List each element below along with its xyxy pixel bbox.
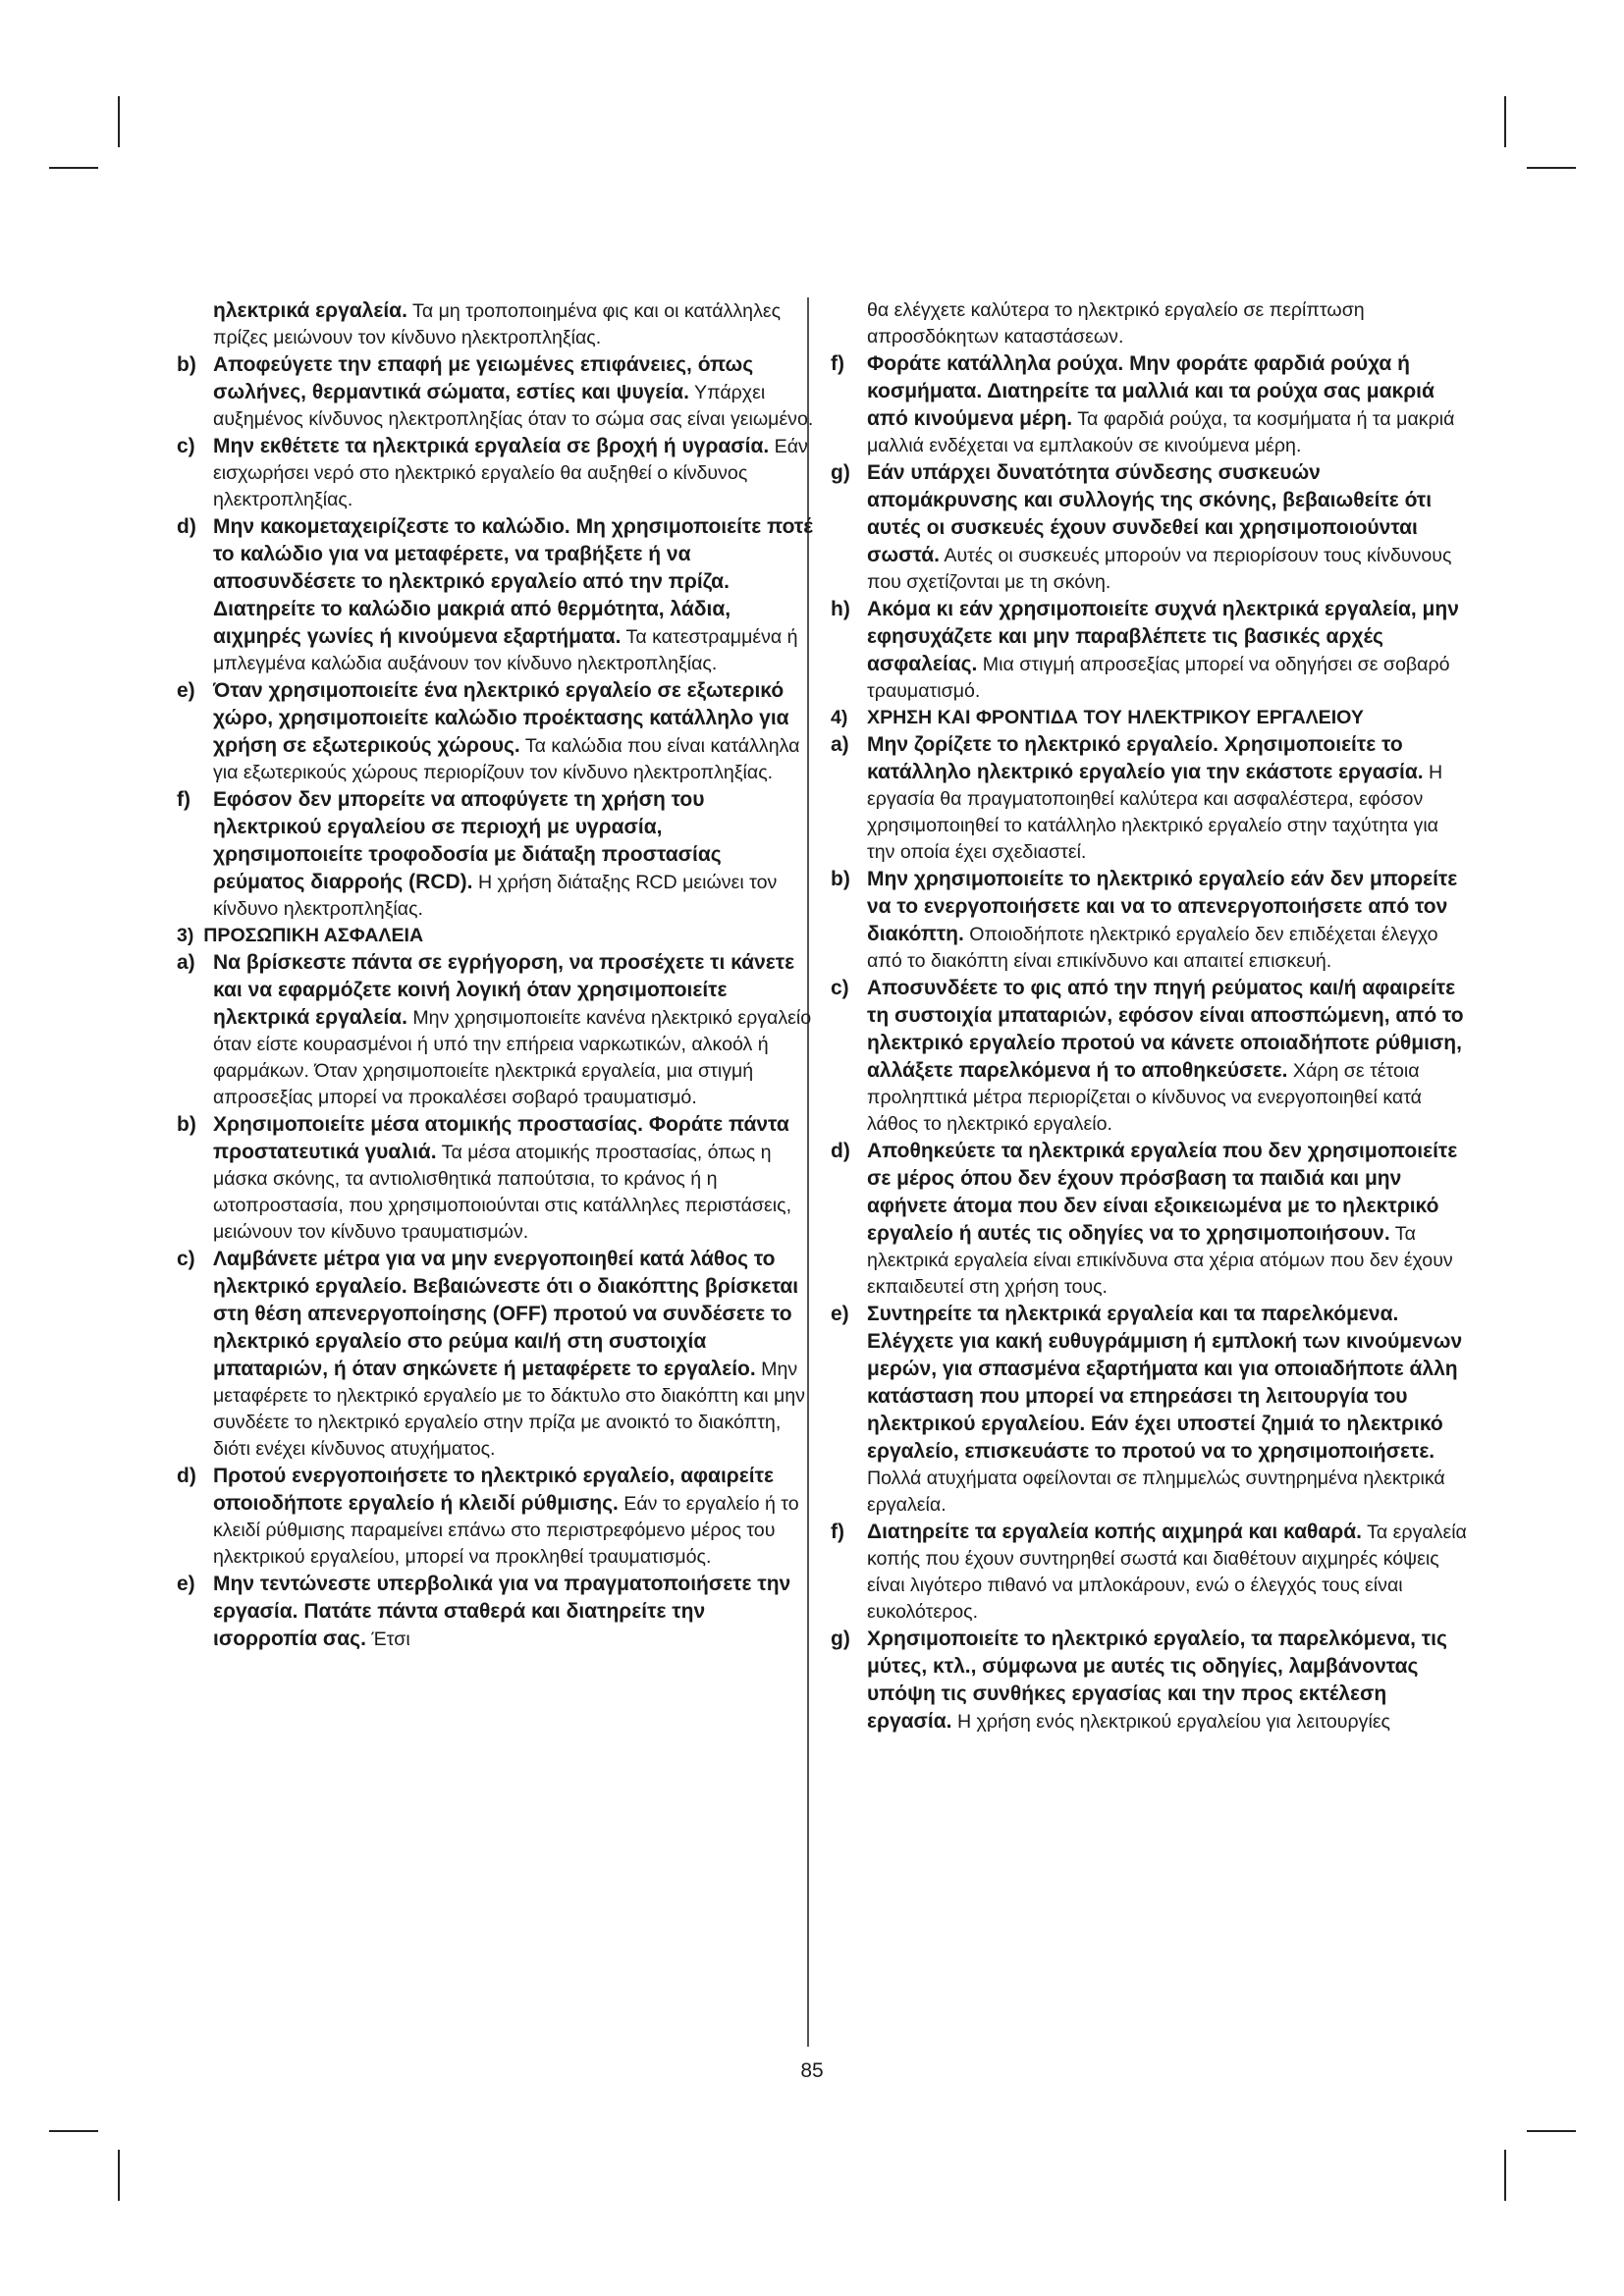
crop-mark [118,96,120,147]
list-item: f) Εφόσον δεν μπορείτε να αποφύγετε τη χρήση του ηλεκτρικού εργαλείου σε περιοχή με υγρασία, χρησιμοποιείτε τροφοδοσία με διάταξη προστασίας ρεύματος διαρροής (RCD). Η χρήση διάταξης RCD μειώνει τον κίνδυνο ηλεκτροπληξίας. [177,788,778,920]
list-item: b) Χρησιμοποιείτε μέσα ατομικής προστασίας. Φοράτε πάντα προστατευτικά γυαλιά. Τα μέσα ατομικής προστασίας, όπως η μάσκα σκόνης, τα αντιολισθητικά παπούτσια, το κράνος ή η ωτοπροστασία, που χρησιμοποιούνται στις κατάλληλες περιστάσεις, μειώνουν τον κίνδυνο τραυματισμών. [177,1113,792,1243]
list-item: f) Φοράτε κατάλληλα ρούχα. Μην φοράτε φαρδιά ρούχα ή κοσμήματα. Διατηρείτε τα μαλλιά και τα ρούχα σας μακριά από κινούμενα μέρη. Τα φαρδιά ρούχα, τα κοσμήματα ή τα μακριά μαλλιά ενδέχεται να εμπλακούν σε κινούμενα μέρη. [831,352,1455,456]
crop-mark [1504,2150,1506,2201]
list-item: f) Διατηρείτε τα εργαλεία κοπής αιχμηρά και καθαρά. Τα εργαλεία κοπής που έχουν συντηρηθεί σωστά και διαθέτουν αιχμηρές κόψεις είναι λιγότερο πιθανό να μπλοκάρουν, ενώ ο έλεγχός τους είναι ευκολότερος. [831,1521,1467,1623]
crop-mark [49,167,98,169]
list-item: c) Λαμβάνετε μέτρα για να μην ενεργοποιηθεί κατά λάθος το ηλεκτρικό εργαλείο. Βεβαιώνεστε ότι ο διακόπτης βρίσκεται στη θέση απενεργοποίησης (OFF) προτού να συνδέσετε το ηλεκτρικό εργαλείο στο ρεύμα και/ή στη συστοιχία μπαταριών, ή όταν σηκώνετε ή μεταφέρετε το εργαλείο. Μην μεταφέρετε το ηλεκτρικό εργαλείο με το δάκτυλο στο διακόπτη και μην συνδέετε το ηλεκτρικό εργαλείο στην πρίζα με ανοικτό το διακόπτη, διότι ενέχει κίνδυνος ατυχήματος. [177,1248,805,1460]
list-item: d) Αποθηκεύετε τα ηλεκτρικά εργαλεία που δεν χρησιμοποιείτε σε μέρος όπου δεν έχουν πρόσβαση τα παιδιά και μην αφήνετε άτομα που δεν είναι εξοικειωμένα με το ηλεκτρικό εργαλείο ή αυτές τις οδηγίες να το χρησιμοποιήσουν. Τα ηλεκτρικά εργαλεία είναι επικίνδυνα στα χέρια ατόμων που δεν έχουν εκπαιδευτεί στη χρήση τους. [831,1140,1458,1298]
list-item: a) Να βρίσκεστε πάντα σε εγρήγορση, να προσέχετε τι κάνετε και να εφαρμόζετε κοινή λογική όταν χρησιμοποιείτε ηλεκτρικά εργαλεία. Μην χρησιμοποιείτε κανένα ηλεκτρικό εργαλείο όταν είστε κουρασμένοι ή υπό την επήρεια ναρκωτικών, αλκοόλ ή φαρμάκων. Όταν χρησιμοποιείτε ηλεκτρικά εργαλεία, μια στιγμή απροσεξίας μπορεί να προκαλέσει σοβαρό τραυματισμό. [177,951,812,1108]
crop-mark [49,2130,98,2132]
crop-mark [1527,167,1576,169]
list-item: e) Συντηρείτε τα ηλεκτρικά εργαλεία και τα παρελκόμενα. Ελέγχετε για κακή ευθυγράμμιση ή εμπλοκή των κινούμενων μερών, για σπασμένα εξαρτήματα και για οποιαδήποτε άλλη κατάσταση που μπορεί να επηρεάσει τη λειτουργία του ηλεκτρικού εργαλείου. Εάν έχει υποστεί ζημιά το ηλεκτρικό εργαλείο, επισκευάστε το προτού να το χρησιμοποιήσετε. Πολλά ατυχήματα οφείλονται σε πλημμελώς συντηρημένα ηλεκτρικά εργαλεία. [831,1303,1463,1516]
section-heading: 3) ΠΡΟΣΩΠΙΚΗ ΑΣΦΑΛΕΙΑ [177,925,424,946]
crop-mark [118,2150,120,2201]
list-item: d) Μην κακομεταχειρίζεστε το καλώδιο. Μη χρησιμοποιείτε ποτέ το καλώδιο για να μεταφέρετε, να τραβήξετε ή να αποσυνδέσετε το ηλεκτρικό εργαλείο από την πρίζα. Διατηρείτε το καλώδιο μακριά από θερμότητα, λάδια, αιχμηρές γωνίες ή κινούμενα εξαρτήματα. Τα κατεστραμμένα ή μπλεγμένα καλώδια αυξάνουν τον κίνδυνο ηλεκτροπληξίας. [177,515,813,674]
right-column [831,297,1469,1735]
continued-paragraph: ηλεκτρικά εργαλεία. Τα μη τροποποιημένα φις και οι κατάλληλες πρίζες μειώνουν τον κίνδυνο ηλεκτροπληξίας. [213,299,782,348]
list-item: h) Ακόμα κι εάν χρησιμοποιείτε συχνά ηλεκτρικά εργαλεία, μην εφησυχάζετε και μην παραβλέπετε τις βασικές αρχές ασφαλείας. Μια στιγμή απροσεξίας μπορεί να οδηγήσει σε σοβαρό τραυματισμό. [831,598,1459,702]
continued-paragraph: θα ελέγχετε καλύτερα το ηλεκτρικό εργαλείο σε περίπτωση απροσδόκητων καταστάσεων. [867,299,1365,347]
list-item: b) Αποφεύγετε την επαφή με γειωμένες επιφάνειες, όπως σωλήνες, θερμαντικά σώματα, εστίες και ψυγεία. Υπάρχει αυξημένος κίνδυνος ηλεκτροπληξίας όταν το σώμα σας είναι γειωμένο. [177,353,814,430]
section-heading: 4) ΧΡΗΣΗ ΚΑΙ ΦΡΟΝΤΙΔΑ ΤΟΥ ΗΛΕΚΤΡΙΚΟΥ ΕΡΓΑΛΕΙΟΥ [831,707,1364,728]
list-item: g) Χρησιμοποιείτε το ηλεκτρικό εργαλείο, τα παρελκόμενα, τις μύτες, κτλ., σύμφωνα με αυτές τις οδηγίες, λαμβάνοντας υπόψη τις συνθήκες εργασίας και την προς εκτέλεση εργασία. Η χρήση ενός ηλεκτρικού εργαλείου για λειτουργίες [831,1628,1447,1733]
list-item: e) Όταν χρησιμοποιείτε ένα ηλεκτρικό εργαλείο σε εξωτερικό χώρο, χρησιμοποιείτε καλώδιο προέκτασης κατάλληλο για χρήση σε εξωτερικούς χώρους. Τα καλώδια που είναι κατάλληλα για εξωτερικούς χώρους περιορίζουν τον κίνδυνο ηλεκτροπληξίας. [177,679,800,783]
list-item: b) Μην χρησιμοποιείτε το ηλεκτρικό εργαλείο εάν δεν μπορείτε να το ενεργοποιήσετε και να το απενεργοποιήσετε από τον διακόπτη. Οποιοδήποτε ηλεκτρικό εργαλείο δεν επιδέχεται έλεγχο από το διακόπτη είναι επικίνδυνο και απαιτεί επισκευή. [831,868,1458,972]
list-item: c) Αποσυνδέετε το φις από την πηγή ρεύματος και/ή αφαιρείτε τη συστοιχία μπαταριών, εφόσον είναι αποσπώμενη, από το ηλεκτρικό εργαλείο προτού να κάνετε οποιαδήποτε ρύθμιση, αλλάξετε παρελκόμενα ή το αποθηκεύσετε. Χάρη σε τέτοια προληπτικά μέτρα περιορίζεται ο κίνδυνος να ενεργοποιηθεί κατά λάθος το ηλεκτρικό εργαλείο. [831,977,1464,1135]
list-item: c) Μην εκθέτετε τα ηλεκτρικά εργαλεία σε βροχή ή υγρασία. Εάν εισχωρήσει νερό στο ηλεκτρικό εργαλείο θα αυξηθεί ο κίνδυνος ηλεκτροπληξίας. [177,435,808,510]
crop-mark [1527,2130,1576,2132]
list-item: d) Προτού ενεργοποιήσετε το ηλεκτρικό εργαλείο, αφαιρείτε οποιοδήποτε εργαλείο ή κλειδί ρύθμισης. Εάν το εργαλείο ή το κλειδί ρύθμισης παραμείνει επάνω στο περιστρεφόμενο μέρος του ηλεκτρικού εργαλείου, μπορεί να προκληθεί τραυματισμός. [177,1465,799,1568]
left-column [177,297,815,1653]
crop-mark [1504,96,1506,147]
list-item: g) Εάν υπάρχει δυνατότητα σύνδεσης συσκευών απομάκρυνσης και συλλογής της σκόνης, βεβαιωθείτε ότι αυτές οι συσκευές έχουν συνδεθεί και χρησιμοποιούνται σωστά. Αυτές οι συσκευές μπορούν να περιορίσουν τους κίνδυνους που σχετίζονται με τη σκόνη. [831,461,1452,593]
list-item: e) Μην τεντώνεστε υπερβολικά για να πραγματοποιήσετε την εργασία. Πατάτε πάντα σταθερά και διατηρείτε την ισορροπία σας. Έτσι [177,1573,791,1650]
page-number: 85 [800,2059,824,2082]
list-item: a) Μην ζορίζετε το ηλεκτρικό εργαλείο. Χρησιμοποιείτε το κατάλληλο ηλεκτρικό εργαλείο για την εκάστοτε εργασία. Η εργασία θα πραγματοποιηθεί καλύτερα και ασφαλέστερα, εφόσον χρησιμοποιηθεί το κατάλληλο ηλεκτρικό εργαλείο στην ταχύτητα για την οποία έχει σχεδιαστεί. [831,733,1443,863]
